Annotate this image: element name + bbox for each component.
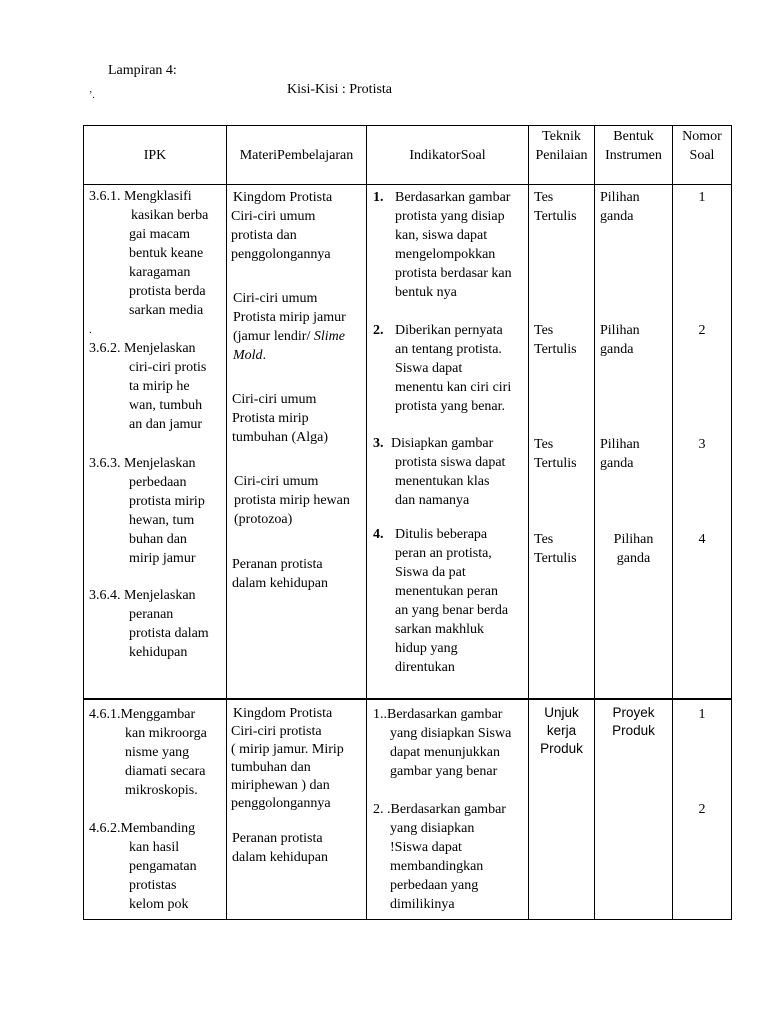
indikator-3: Disiapkan gambar protista siswa dapat menentukan klas dan namanya — [391, 436, 506, 508]
teknik-4: Tes Tertulis — [534, 532, 577, 566]
ipk-3-6-1: 3.6.1. Mengklasifi kasikan berba gai macam bentuk keane karagaman protista berda sarkan media — [89, 189, 209, 318]
stray-mark: ʼ. — [89, 90, 95, 101]
materi-row2-kingdom: Kingdom Protista Ciri-ciri protista ( mirip jamur. Mirip tumbuhan dan miriphewan ) dan penggolongannya — [231, 706, 344, 811]
nomor-row2-1: 1 — [698, 707, 706, 722]
lampiran-label: Lampiran 4: — [108, 63, 177, 78]
indikator-3-number: 3. — [373, 436, 384, 451]
nomor-2: 2 — [698, 323, 706, 338]
ipk-3-6-4: 3.6.4. Menjelaskan peranan protista dalam kehidupan — [89, 588, 209, 660]
nomor-1: 1 — [698, 190, 706, 205]
indikator-2: Diberikan pernyata an tentang protista. Siswa dapat menentu kan ciri ciri protista yang benar. — [395, 323, 512, 414]
header-teknik: Teknik Penilaian — [535, 129, 588, 163]
nomor-row2-2: 2 — [698, 802, 706, 817]
indikator-1: Berdasarkan gambar protista yang disiap kan, siswa dapat mengelompokkan protista berdasar kan bentuk nya — [395, 190, 512, 300]
teknik-1: Tes Tertulis — [534, 190, 577, 224]
bentuk-2: Pilihan ganda — [600, 323, 640, 357]
bentuk-1: Pilihan ganda — [600, 190, 640, 224]
indikator-row2-1: 1..Berdasarkan gambar yang disiapkan Siswa dapat menunjukkan gambar yang benar — [373, 707, 512, 779]
page-title: Kisi-Kisi : Protista — [287, 82, 393, 97]
materi-protozoa: Ciri-ciri umum protista mirip hewan (protozoa) — [234, 474, 350, 527]
bentuk-row2: Proyek Produk — [612, 705, 655, 738]
materi-kingdom: Kingdom Protista Ciri-ciri umum protista dan penggolongannya — [231, 190, 333, 262]
header-ipk: IPK — [143, 148, 167, 163]
materi-alga: Ciri-ciri umum Protista mirip tumbuhan (Alga) — [232, 392, 329, 445]
indikator-row2-2: 2. .Berdasarkan gambar yang disiapkan !Siswa dapat membandingkan perbedaan yang dimilikinya — [373, 802, 506, 912]
teknik-3: Tes Tertulis — [534, 437, 577, 471]
ipk-4-6-2: 4.6.2.Membanding kan hasil pengamatan protistas kelom pok — [89, 821, 197, 912]
nomor-3: 3 — [698, 437, 706, 452]
ipk-3-6-2: 3.6.2. Menjelaskan ciri-ciri protis ta mirip he wan, tumbuh an dan jamur — [89, 341, 207, 432]
teknik-row2: Unjuk kerja Produk — [540, 705, 583, 756]
bentuk-4: Pilihan ganda — [613, 532, 654, 566]
indikator-1-number: 1. — [373, 190, 384, 205]
materi-jamur: Ciri-ciri umum Protista mirip jamur (jamur lendir/ Slime Mold. — [233, 291, 346, 363]
indikator-4-number: 4. — [373, 527, 384, 542]
ipk-dot: . — [89, 324, 92, 336]
header-materi: MateriPembelajaran — [239, 148, 354, 163]
bentuk-3: Pilihan ganda — [600, 437, 640, 471]
ipk-3-6-3: 3.6.3. Menjelaskan perbedaan protista mirip hewan, tum buhan dan mirip jamur — [89, 456, 205, 566]
materi-row2-peranan: Peranan protista dalam kehidupan — [232, 831, 329, 865]
header-nomor: Nomor Soal — [682, 129, 722, 163]
materi-peranan: Peranan protista dalam kehidupan — [232, 557, 329, 591]
header-indikator: IndikatorSoal — [409, 148, 486, 163]
indikator-4: Ditulis beberapa peran an protista, Siswa da pat menentukan peran an yang benar berda sarkan makhluk hidup yang direntukan — [395, 527, 509, 675]
header-bentuk: Bentuk Instrumen — [605, 129, 662, 163]
nomor-4: 4 — [698, 532, 706, 547]
teknik-2: Tes Tertulis — [534, 323, 577, 357]
ipk-4-6-1: 4.6.1.Menggambar kan mikroorga nisme yang diamati secara mikroskopis. — [89, 707, 207, 798]
indikator-2-number: 2. — [373, 323, 384, 338]
